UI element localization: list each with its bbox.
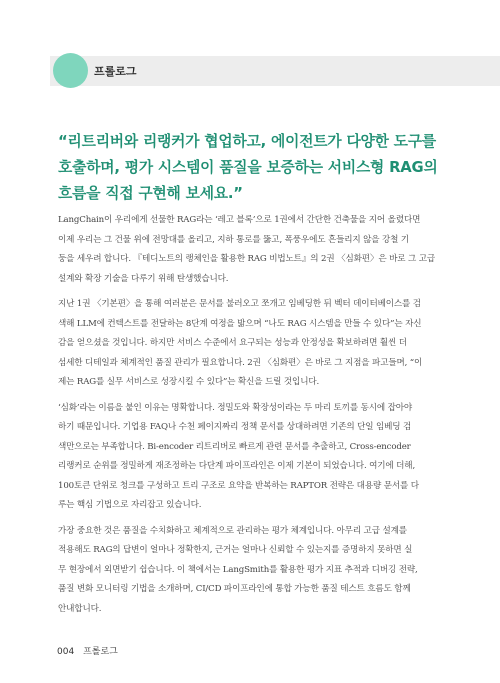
text-line: 설계와 확장 기술을 다루기 위해 탄생했습니다.: [58, 273, 229, 284]
text-line: 이제 우리는 그 건물 위에 전망대를 올리고, 지하 통로를 뚫고, 폭풍우에도 흔들리지 않을 강철 기: [58, 234, 410, 245]
page-number: 004: [57, 647, 75, 657]
body-text: [58, 211, 458, 625]
text-line: 안내합니다.: [58, 603, 102, 614]
text-line: 적용해도 RAG의 답변이 얼마나 정확한지, 근거는 얼마나 신뢰할 수 있는지를 증명하지 못하면 실: [58, 545, 413, 555]
footer-section: 프롤로그: [83, 647, 118, 657]
paragraph: [58, 211, 458, 289]
text-line: 100토큰 단위로 청크를 구성하고 트리 구조로 요약을 반복하는 RAPTOR 전략은 대용량 문서를 다: [58, 480, 419, 491]
paragraph: [58, 295, 458, 393]
text-line: 제는 RAG를 실무 서비스로 성장시킬 수 있다”는 확신을 드릴 것입니다.: [58, 377, 320, 387]
text-line: 색만으로는 부족합니다. Bi-encoder 리트리버로 빠르게 관련 문서를 추출하고, Cross-encoder: [58, 441, 411, 452]
text-line: 하기 때문입니다. 기업용 FAQ나 수천 페이지짜리 정책 문서를 상대하려면 기존의 단일 임베딩 검: [58, 422, 412, 432]
paragraph: [58, 399, 458, 516]
paragraph: [58, 522, 458, 620]
text-line: 무 현장에서 외면받기 쉽습니다. 이 책에서는 LangSmith를 활용한 평가 지표 추적과 디버깅 전략,: [58, 564, 418, 575]
text-line: 루는 핵심 기법으로 자리잡고 있습니다.: [58, 500, 202, 510]
page-footer: [57, 644, 118, 657]
quote-line: 흐름을 직접 구현해 보세요.”: [58, 185, 243, 202]
text-line: 섬세한 디테일과 체계적인 품질 관리가 필요합니다. 2권 〈심화편〉은 바로 그 지점을 파고들며, “이: [58, 357, 423, 368]
section-title: 프롤로그: [94, 65, 137, 78]
text-line: 둥을 세우려 합니다. 『테디노트의 랭체인을 활용한 RAG 비법노트』의 2권 〈심화편〉은 바로 그 고급: [58, 254, 436, 264]
pull-quote: [58, 129, 458, 207]
text-line: 색해 LLM에 컨텍스트를 전달하는 8단계 여정을 밟으며 “나도 RAG 시스템을 만들 수 있다”는 자신: [58, 318, 422, 329]
text-line: LangChain이 우리에게 선물한 RAG라는 ‘레고 블록’으로 1권에서 간단한 건축물을 지어 올렸다면: [58, 215, 421, 225]
quote-line: 호출하며, 평가 시스템이 품질을 보증하는 서비스형 RAG의: [58, 159, 438, 176]
text-line: 품질 변화 모니터링 기법을 소개하며, CI/CD 파이프라인에 통합 가능한 품질 테스트 흐름도 함께: [58, 584, 411, 594]
header-circle-decoration: [53, 53, 88, 88]
quote-line: “리트리버와 리랭커가 협업하고, 에이전트가 다양한 도구를: [58, 133, 436, 150]
text-line: 리랭커로 순위를 정밀하게 재조정하는 다단계 파이프라인은 이제 기본이 되었습니다. 여기에 더해,: [58, 461, 416, 471]
text-line: ‘심화’라는 이름을 붙인 이유는 명확합니다. 정밀도와 확장성이라는 두 마리 토끼를 동시에 잡아야: [58, 402, 413, 413]
text-line: 지난 1권 〈기본편〉을 통해 여러분은 문서를 불러오고 쪼개고 임베딩한 뒤 벡터 데이터베이스를 검: [58, 299, 421, 309]
text-line: 감을 얻으셨을 것입니다. 하지만 서비스 수준에서 요구되는 성능과 안정성을 확보하려면 훨씬 더: [58, 338, 407, 348]
text-line: 가장 중요한 것은 품질을 수치화하고 체계적으로 관리하는 평가 체계입니다. 아무리 고급 설계를: [58, 525, 407, 536]
